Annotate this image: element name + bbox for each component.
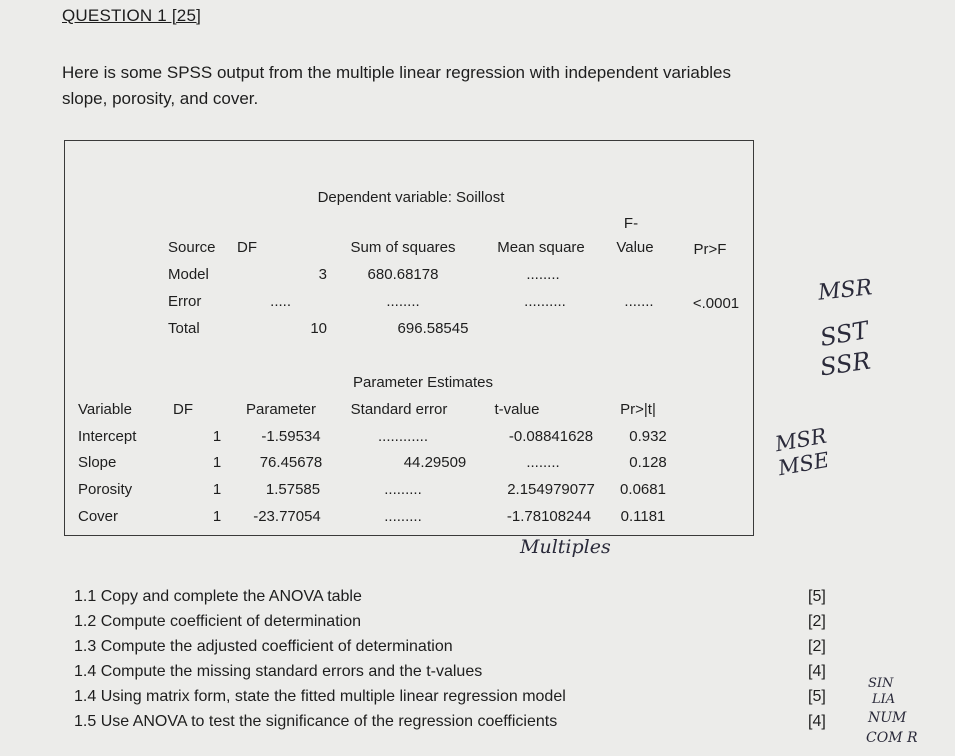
anova-header-f-top: F- <box>623 215 639 232</box>
params-t: 2.154979077 <box>507 481 595 498</box>
anova-ms: ........ <box>526 266 560 283</box>
params-parameter: -1.59534 <box>261 428 321 445</box>
params-p: 0.1181 <box>620 508 666 525</box>
params-df: 1 <box>212 428 222 445</box>
dependent-variable-label: Dependent variable: Soillost <box>317 189 505 206</box>
question-item <box>74 634 834 659</box>
params-parameter: 76.45678 <box>259 454 323 471</box>
params-p: 0.128 <box>629 454 667 471</box>
intro-line-2: slope, porosity, and cover. <box>62 89 259 108</box>
params-parameter: -23.77054 <box>253 508 321 525</box>
intro-paragraph <box>62 60 862 112</box>
anova-f: ....... <box>624 293 654 310</box>
params-df: 1 <box>212 454 222 471</box>
anova-ss: 680.68178 <box>367 266 439 283</box>
params-header-variable: Variable <box>78 401 132 418</box>
params-se: ......... <box>384 481 422 498</box>
question-marks: [5] <box>808 588 826 605</box>
params-header-df: DF <box>173 401 193 418</box>
handwritten-msr: MSR <box>773 423 829 457</box>
question-list <box>74 584 834 734</box>
params-variable: Intercept <box>78 428 137 445</box>
question-text: 1.2 Compute coefficient of determination <box>74 613 361 630</box>
anova-df: ..... <box>270 293 291 310</box>
handwritten-mse: MSE <box>776 447 831 481</box>
params-header-parameter: Parameter <box>245 401 317 418</box>
params-t: -0.08841628 <box>508 428 594 445</box>
handwritten-margin-4: COM R <box>866 730 918 746</box>
intro-line-1: Here is some SPSS output from the multiple linear regression with independent variables <box>62 63 732 82</box>
anova-ms: .......... <box>524 293 566 310</box>
question-item <box>74 584 834 609</box>
question-text: 1.4 Using matrix form, state the fitted multiple linear regression model <box>74 688 566 705</box>
question-text: 1.5 Use ANOVA to test the significance of the regression coefficients <box>74 713 558 730</box>
question-item <box>74 659 834 684</box>
anova-ss: 696.58545 <box>397 320 469 337</box>
anova-df: 10 <box>310 320 327 337</box>
question-text: 1.1 Copy and complete the ANOVA table <box>74 588 362 605</box>
params-parameter: 1.57585 <box>265 481 321 498</box>
params-header-p: Pr>|t| <box>620 401 656 418</box>
question-heading: QUESTION 1 [25] <box>62 6 202 25</box>
anova-ss: ........ <box>386 293 420 310</box>
params-se: ......... <box>384 508 422 525</box>
params-variable: Slope <box>78 454 117 471</box>
params-p: 0.0681 <box>620 481 666 498</box>
anova-source: Model <box>168 266 209 283</box>
anova-df: 3 <box>318 266 327 283</box>
handwritten-margin-3: NUM <box>868 710 907 726</box>
question-text: 1.3 Compute the adjusted coefficient of determination <box>74 638 453 655</box>
handwritten-sst: SST <box>817 316 871 352</box>
anova-header-df: DF <box>237 239 257 256</box>
params-header-t: t-value <box>494 401 540 418</box>
question-marks: [4] <box>808 713 826 730</box>
handwritten-msr-struck: MSR <box>816 275 874 306</box>
question-item <box>74 709 834 734</box>
parameter-estimates-title: Parameter Estimates <box>352 374 494 391</box>
anova-source: Total <box>168 320 200 337</box>
params-t: -1.78108244 <box>506 508 592 525</box>
anova-header-ms: Mean square <box>497 239 585 256</box>
handwritten-ssr: SSR <box>818 346 873 382</box>
handwritten-margin-1: SIN <box>868 676 894 691</box>
params-se: 44.29509 <box>403 454 467 471</box>
anova-p: <.0001 <box>692 295 740 312</box>
params-variable: Porosity <box>78 481 133 498</box>
params-variable: Cover <box>78 508 119 525</box>
params-p: 0.932 <box>629 428 667 445</box>
params-header-se: Standard error <box>350 401 448 418</box>
question-text: 1.4 Compute the missing standard errors and the t-values <box>74 663 483 680</box>
params-se: ............ <box>377 428 429 445</box>
anova-header-ss: Sum of squares <box>350 239 456 256</box>
question-item <box>74 684 834 709</box>
question-marks: [5] <box>808 688 826 705</box>
anova-source: Error <box>168 293 202 310</box>
spss-output-box <box>64 140 754 536</box>
question-marks: [2] <box>808 613 826 630</box>
question-item <box>74 609 834 634</box>
params-t: ........ <box>526 454 560 471</box>
handwritten-margin-2: LIA <box>872 692 896 707</box>
question-marks: [4] <box>808 663 826 680</box>
handwritten-under-table: Multiples <box>520 536 611 558</box>
anova-header-source: Source <box>168 239 216 256</box>
params-df: 1 <box>212 481 222 498</box>
params-df: 1 <box>212 508 222 525</box>
question-marks: [2] <box>808 638 826 655</box>
anova-header-p: Pr>F <box>693 241 727 258</box>
anova-header-f-bottom: Value <box>616 239 654 256</box>
